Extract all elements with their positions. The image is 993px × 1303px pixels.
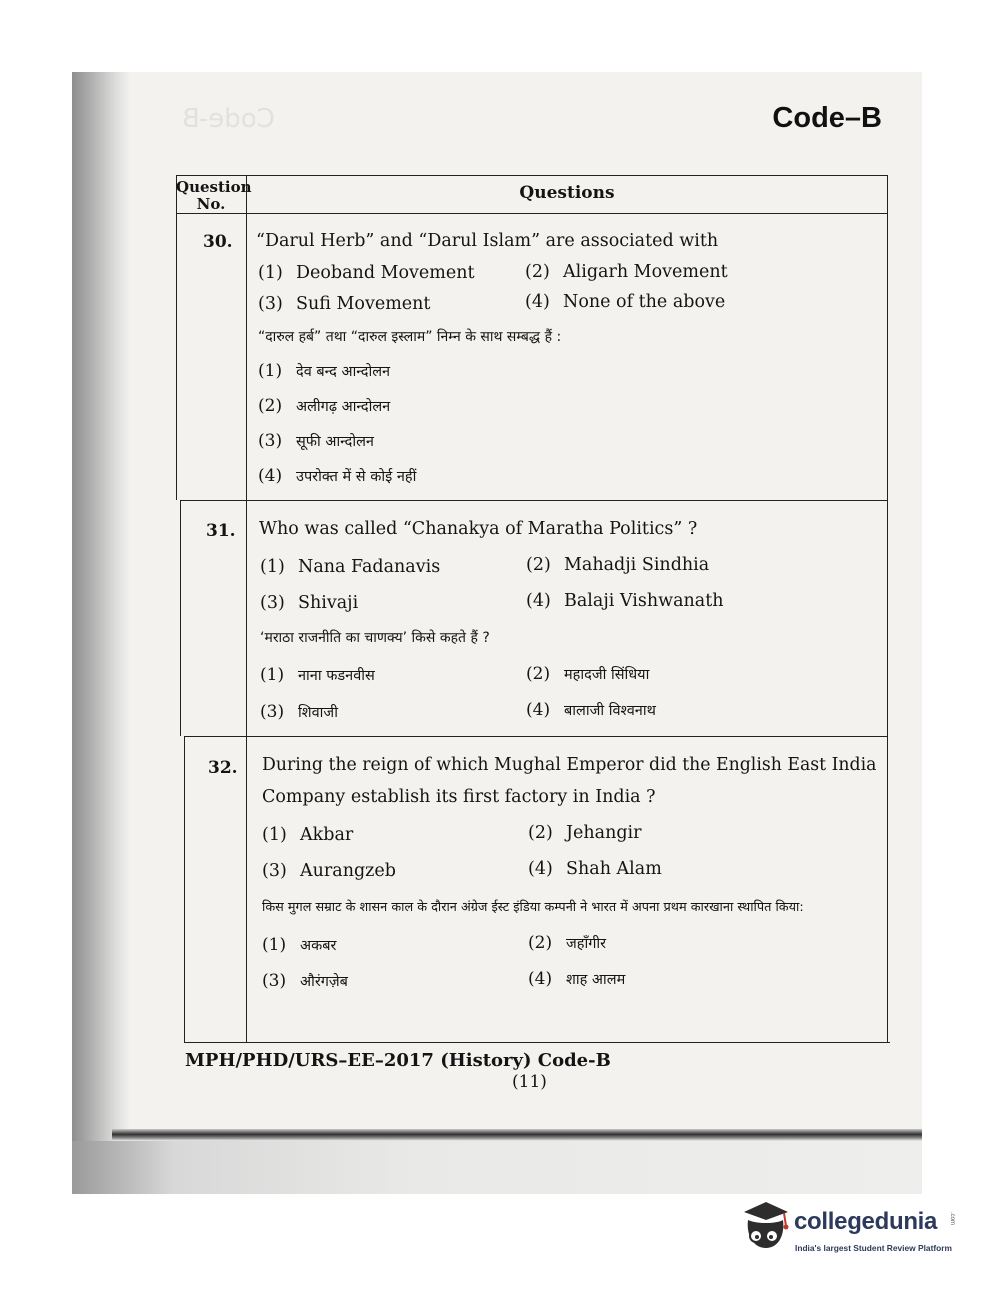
question-32-text-line1: During the reign of which Mughal Emperor did the English East India: [262, 755, 877, 775]
collegedunia-com: .com: [949, 1212, 955, 1226]
q32-hindi-option-4: (4) शाह आलम: [528, 969, 626, 989]
question-32-number: 32.: [208, 758, 238, 778]
q31-hindi-option-4: (4) बालाजी विश्वनाथ: [526, 700, 656, 720]
page-bottom-shadow: [112, 1129, 922, 1141]
header-questions: Questions: [519, 183, 615, 203]
q32-option-4: (4) Shah Alam: [528, 859, 662, 879]
collegedunia-name: collegedunia: [794, 1208, 938, 1235]
table-bottom-border: [184, 1042, 890, 1043]
column-divider: [246, 175, 247, 1042]
q30-option-1: (1) Deoband Movement: [258, 263, 475, 283]
q30-hindi-option-2: (2) अलीगढ़ आन्दोलन: [258, 396, 391, 416]
q32-option-3: (3) Aurangzeb: [262, 861, 396, 881]
q32-hindi-option-2: (2) जहाँगीर: [528, 933, 607, 953]
code-label: Code–B: [772, 102, 882, 134]
header-question-no: Question No.: [176, 178, 252, 213]
q31-option-3: (3) Shivaji: [260, 593, 359, 613]
q30-hindi-option-1: (1) देव बन्द आन्दोलन: [258, 361, 391, 381]
question-31-text: Who was called “Chanakya of Maratha Politics” ?: [259, 519, 698, 539]
page-number: (11): [512, 1072, 547, 1092]
ghost-bleed-text: Code-B: [182, 104, 275, 134]
q30-hindi-option-3: (3) सूफी आन्दोलन: [258, 431, 374, 451]
footer-exam-code: MPH/PHD/URS–EE–2017 (History) Code-B: [185, 1050, 611, 1071]
question-30-text-hindi: “दारुल हर्ब” तथा “दारुल इस्लाम” निम्न के साथ सम्बद्ध हैं :: [258, 329, 562, 345]
q32-option-1: (1) Akbar: [262, 825, 354, 845]
collegedunia-watermark: [736, 1198, 961, 1268]
table-left-border-c: [184, 736, 185, 1042]
question-32-text-line2: Company establish its first factory in India ?: [262, 787, 656, 807]
underlying-page: [72, 1141, 922, 1194]
graduate-mascot-icon: [736, 1198, 794, 1256]
question-30-text: “Darul Herb” and “Darul Islam” are associated with: [256, 231, 719, 251]
q31-option-1: (1) Nana Fadanavis: [260, 557, 441, 577]
q32-hindi-option-3: (3) औरंगज़ेब: [262, 971, 348, 991]
row-divider-31-32: [184, 736, 888, 737]
table-left-border-a: [176, 175, 177, 500]
question-table: [176, 175, 888, 1047]
table-right-border: [887, 175, 888, 1042]
q30-option-2: (2) Aligarh Movement: [525, 262, 728, 282]
q31-option-2: (2) Mahadji Sindhia: [526, 555, 710, 575]
table-left-border-b: [180, 500, 181, 736]
q32-option-2: (2) Jehangir: [528, 823, 642, 843]
page-binding-shadow: [72, 72, 130, 1194]
table-top-border: [176, 175, 888, 176]
row-divider-30-31: [180, 500, 888, 501]
collegedunia-tagline: India's largest Student Review Platform: [795, 1243, 952, 1253]
q30-option-3: (3) Sufi Movement: [258, 294, 431, 314]
q31-hindi-option-2: (2) महादजी सिंधिया: [526, 664, 650, 684]
scanned-page: [72, 72, 922, 1194]
q30-hindi-option-4: (4) उपरोक्त में से कोई नहीं: [258, 466, 417, 486]
q31-hindi-option-1: (1) नाना फडनवीस: [260, 665, 375, 685]
q32-hindi-option-1: (1) अकबर: [262, 935, 337, 955]
question-31-number: 31.: [206, 521, 236, 541]
question-32-text-hindi: किस मुगल सम्राट के शासन काल के दौरान अंग्रेज ईस्ट इंडिया कम्पनी ने भारत में अपना प्रथम कारखाना स्थापित किया:: [262, 900, 804, 915]
q30-option-4: (4) None of the above: [525, 292, 726, 312]
header-divider: [176, 213, 888, 214]
q31-option-4: (4) Balaji Vishwanath: [526, 591, 724, 611]
q31-hindi-option-3: (3) शिवाजी: [260, 702, 338, 722]
question-31-text-hindi: ‘मराठा राजनीति का चाणक्य’ किसे कहते हैं ?: [260, 630, 490, 646]
question-30-number: 30.: [203, 232, 233, 252]
